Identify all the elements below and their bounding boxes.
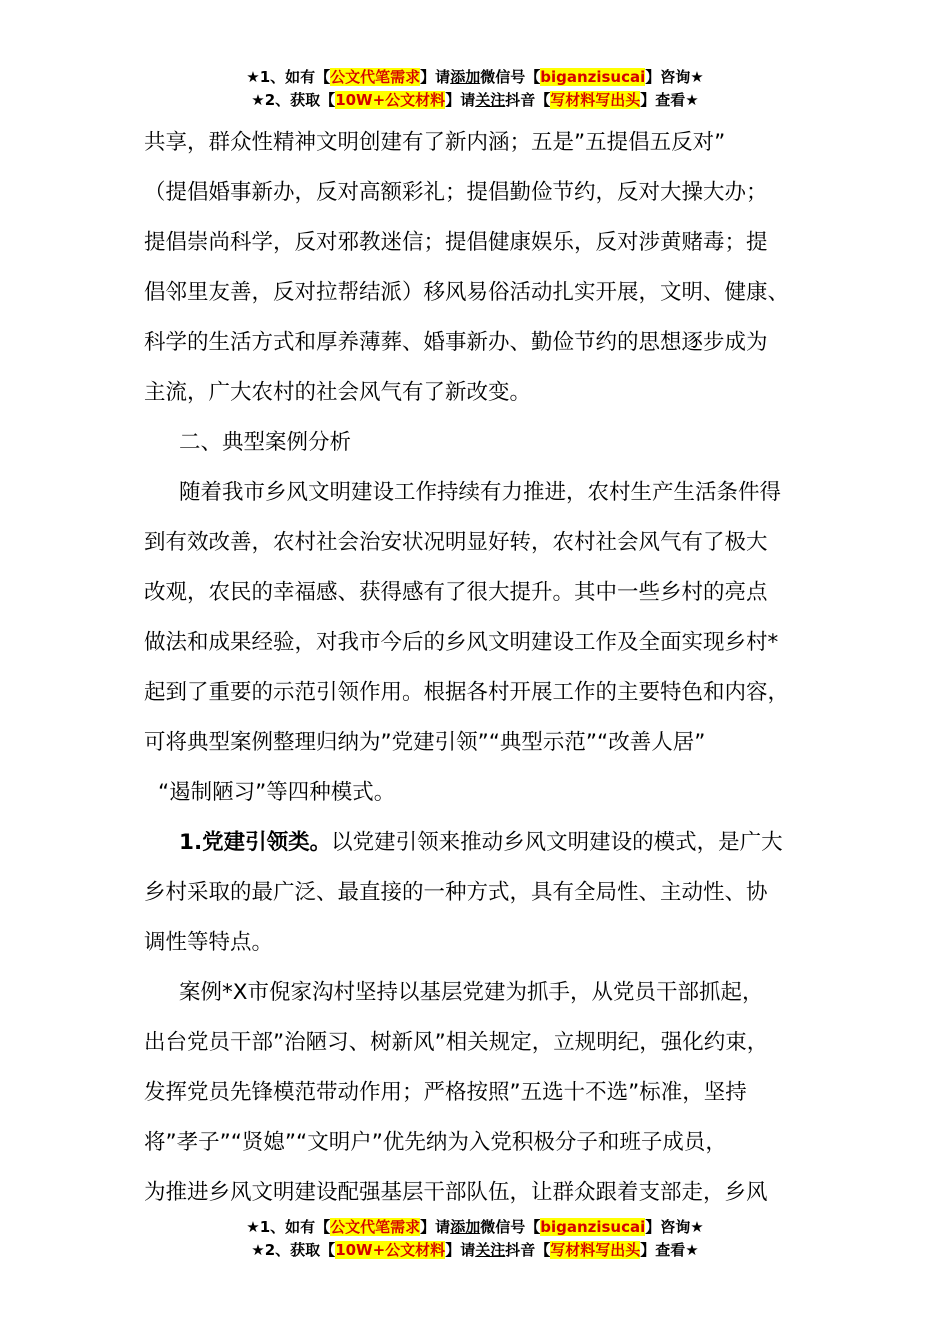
body-line: 起到了重要的示范引领作用。根据各村开展工作的主要特色和内容， xyxy=(144,680,790,705)
highlight-wechat-id: biganzisucai xyxy=(540,1218,646,1236)
highlight-service: 公文代笔需求 xyxy=(330,68,421,86)
document-body xyxy=(144,118,834,1218)
body-line: 发挥党员先锋模范带动作用；严格按照”五选十不选”标准，坚持 xyxy=(144,1080,747,1105)
body-line: 乡村采取的最广泛、最直接的一种方式，具有全局性、主动性、协 xyxy=(144,880,768,905)
banner-line-1: ★1、如有【公文代笔需求】请添加微信号【biganzisucai】咨询★ xyxy=(246,1218,704,1236)
body-line: 随着我市乡风文明建设工作持续有力推进，农村生产生活条件得 xyxy=(179,480,782,505)
body-line: 调性等特点。 xyxy=(144,930,274,955)
highlight-service: 公文代笔需求 xyxy=(330,1218,421,1236)
footer-banner xyxy=(0,1216,950,1262)
body-line: 到有效改善，农村社会治安状况明显好转，农村社会风气有了极大 xyxy=(144,530,768,555)
section-heading: 二、典型案例分析 xyxy=(179,430,352,455)
highlight-materials: 10W+公文材料 xyxy=(335,91,446,109)
body-line: 主流，广大农村的社会风气有了新改变。 xyxy=(144,380,532,405)
body-line: 1.党建引领类。以党建引领来推动乡风文明建设的模式，是广大 xyxy=(179,830,783,855)
highlight-douyin-id: 写材料写出头 xyxy=(550,1241,641,1259)
body-line: 提倡崇尚科学，反对邪教迷信；提倡健康娱乐，反对涉黄赌毒；提 xyxy=(144,230,768,255)
highlight-materials: 10W+公文材料 xyxy=(335,1241,446,1259)
header-banner xyxy=(0,66,950,112)
body-line: 可将典型案例整理归纳为”党建引领”“典型示范”“改善人居” xyxy=(144,730,706,755)
body-line: 科学的生活方式和厚养薄葬、婚事新办、勤俭节约的思想逐步成为 xyxy=(144,330,768,355)
body-line: “遏制陋习”等四种模式。 xyxy=(158,780,396,805)
body-line: 改观，农民的幸福感、获得感有了很大提升。其中一些乡村的亮点 xyxy=(144,580,768,605)
body-line: 将”孝子”“贤媳”“文明户”优先纳为入党积极分子和班子成员， xyxy=(144,1130,727,1155)
body-line: 为推进乡风文明建设配强基层干部队伍，让群众跟着支部走，乡风 xyxy=(144,1180,768,1205)
body-line: 出台党员干部”治陋习、树新风”相关规定，立规明纪，强化约束， xyxy=(144,1030,769,1055)
body-line: 共享，群众性精神文明创建有了新内涵；五是”五提倡五反对” xyxy=(144,130,726,155)
banner-line-2: ★2、获取【10W+公文材料】请关注抖音【写材料写出头】查看★ xyxy=(251,91,699,109)
body-line: （提倡婚事新办，反对高额彩礼；提倡勤俭节约，反对大操大办； xyxy=(144,180,768,205)
banner-line-2: ★2、获取【10W+公文材料】请关注抖音【写材料写出头】查看★ xyxy=(251,1241,699,1259)
subheading-party-building: 1.党建引领类。 xyxy=(179,830,332,855)
body-line: 倡邻里友善，反对拉帮结派）移风易俗活动扎实开展，文明、健康、 xyxy=(144,280,790,305)
body-line: 案例*X市倪家沟村坚持以基层党建为抓手，从党员干部抓起， xyxy=(179,980,764,1005)
highlight-douyin-id: 写材料写出头 xyxy=(550,91,641,109)
body-line: 做法和成果经验，对我市今后的乡风文明建设工作及全面实现乡村* xyxy=(144,630,779,655)
banner-line-1: ★1、如有【公文代笔需求】请添加微信号【biganzisucai】咨询★ xyxy=(246,68,704,86)
highlight-wechat-id: biganzisucai xyxy=(540,68,646,86)
